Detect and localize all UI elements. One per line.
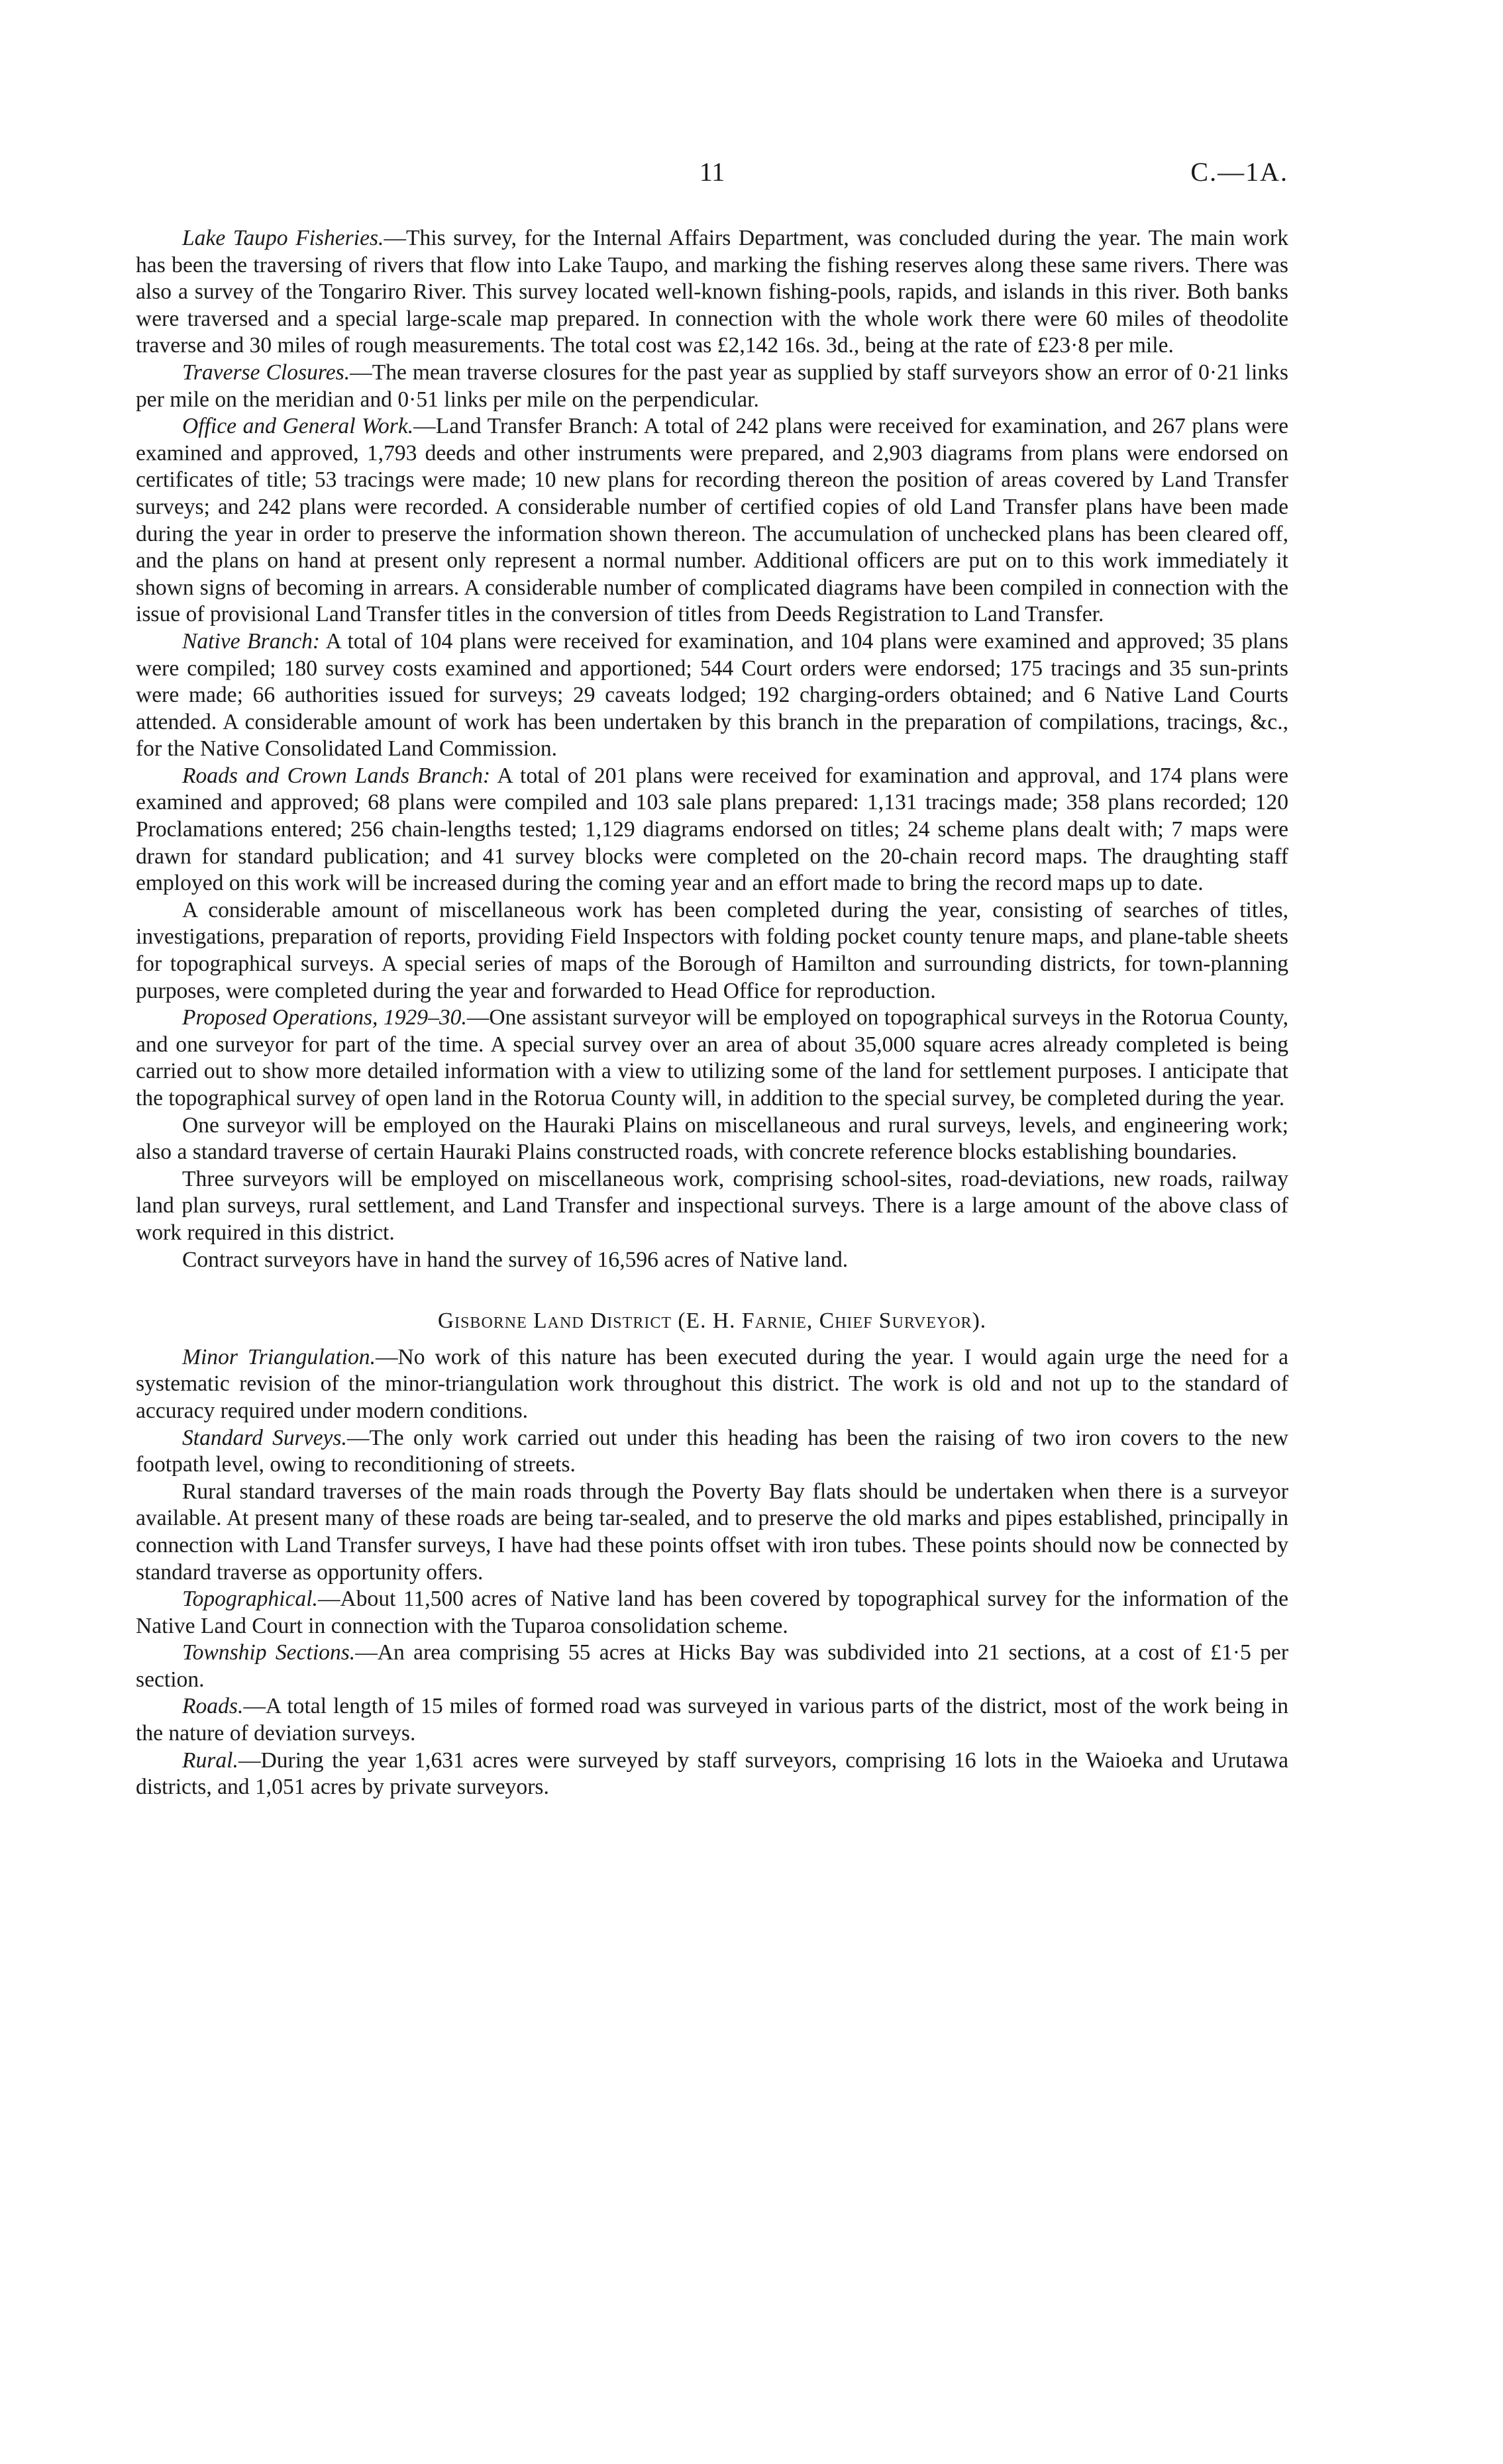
paragraph — [136, 1166, 1288, 1247]
paragraph — [136, 1112, 1288, 1166]
paragraph-text: —An area comprising 55 acres at Hicks Bay was subdivided into 21 sections, at a cost of £1·5 per section. — [136, 1640, 1289, 1692]
paragraph-heading: Minor Triangulation. — [182, 1344, 376, 1369]
paragraph — [136, 1479, 1288, 1586]
paragraph-heading: Township Sections. — [182, 1640, 356, 1665]
paragraph — [136, 1586, 1288, 1640]
page-number: 11 — [699, 157, 725, 187]
paragraph — [136, 1748, 1288, 1801]
body-text-part-2 — [136, 1344, 1288, 1801]
paragraph-text: Rural standard traverses of the main roads through the Poverty Bay flats should be undertaken when there is a surveyor available. At present many of these roads are being tar-sealed, and to preserve the old marks and pipes established, principally in connection with Land Transfer surveys, I have had these points offset with iron tubes. These points should now be connected by standard traverse as opportunity offers. — [136, 1479, 1288, 1585]
paragraph-text: —A total length of 15 miles of formed road was surveyed in various parts of the district, most of the work being in the nature of deviation surveys. — [136, 1694, 1288, 1746]
paragraph — [136, 413, 1288, 628]
paragraph — [136, 628, 1288, 763]
paragraph-heading: Lake Taupo Fisheries. — [182, 226, 384, 250]
paragraph — [136, 763, 1288, 897]
document-code: C.—1A. — [1190, 157, 1288, 187]
paragraph-text: A total of 104 plans were received for examination, and 104 plans were examined and approved; 35 plans were compiled; 180 survey costs examined and apportioned; 544 Court orders were endorsed; 175 tracings and 35 sun-prints were made; 66 authorities issued for surveys; 29 caveats lodged; 192 charging-orders obtained; and 6 Native Land Courts attended. A considerable amount of work has been undertaken by this branch in the preparation of compilations, tracings, &c., for the Native Consolidated Land Commission. — [136, 628, 1288, 762]
paragraph-text: A total of 201 plans were received for examination and approval, and 174 plans were examined and approved; 68 plans were compiled and 103 sale plans prepared: 1,131 tracings made; 358 plans recorded; 120 Proclamations entered; 256 chain-lengths tested; 1,129 diagrams endorsed on titles; 24 scheme plans dealt with; 7 maps were drawn for standard publication; and 41 survey blocks were completed on the 20-chain record maps. The draughting staff employed on this work will be increased during the coming year and an effort made to bring the record maps up to date. — [136, 763, 1288, 896]
paragraph-text: —During the year 1,631 acres were surveyed by staff surveyors, comprising 16 lots in the Waioeka and Urutawa districts, and 1,051 acres by private surveyors. — [136, 1748, 1288, 1800]
section-heading: Gisborne Land District (E. H. Farnie, Chief Surveyor). — [437, 1308, 987, 1334]
paragraph-text: —This survey, for the Internal Affairs Department, was concluded during the year. The main work has been the traversing of rivers that flow into Lake Taupo, and marking the fishing reserves along these same rivers. There was also a survey of the Tongariro River. This survey located well-known fishing-pools, rapids, and islands in this river. Both banks were traversed and a special large-scale map prepared. In connection with the whole work there were 60 miles of theodolite traverse and 30 miles of rough measurements. The total cost was £2,142 16s. 3d., being at the rate of £23·8 per mile. — [136, 226, 1288, 358]
paragraph-text: —Land Transfer Branch: A total of 242 plans were received for examination, and 267 plans were examined and approved, 1,793 deeds and other instruments were prepared, and 2,903 diagrams from plans were endorsed on certificates of title; 53 tracings were made; 10 new plans for recording thereon the position of areas covered by Land Transfer surveys; and 242 plans were recorded. A considerable number of certified copies of old Land Transfer plans have been made during the year in order to preserve the information shown thereon. The accumulation of unchecked plans has been cleared off, and the plans on hand at present only represent a normal number. Additional officers are put on to this work immediately it shown signs of becoming in arrears. A considerable number of complicated diagrams have been compiled in connection with the issue of provisional Land Transfer titles in the conversion of titles from Deeds Registration to Land Transfer. — [136, 414, 1289, 627]
paragraph-text: Contract surveyors have in hand the survey of 16,596 acres of Native land. — [182, 1247, 849, 1272]
paragraph — [136, 1640, 1288, 1693]
paragraph-heading: Roads and Crown Lands Branch: — [182, 763, 491, 788]
paragraph — [136, 1344, 1288, 1425]
document-page — [136, 159, 1288, 1801]
paragraph-text: Three surveyors will be employed on miscellaneous work, comprising school-sites, road-deviations, new roads, railway land plan surveys, rural settlement, and Land Transfer and inspectional surveys. There is a large amount of the above class of work required in this district. — [136, 1166, 1288, 1245]
paragraph-heading: Office and General Work. — [182, 414, 414, 439]
paragraph-heading: Traverse Closures. — [182, 360, 350, 385]
paragraph-text: —One assistant surveyor will be employed on topographical surveys in the Rotorua County, and one surveyor for part of the time. A special survey over an area of about 35,000 square acres already completed is being carried out to show more detailed information with a view to utilizing some of the land for settlement purposes. I anticipate that the topographical survey of open land in the Rotorua County will, in addition to the special survey, be completed during the year. — [136, 1005, 1288, 1110]
paragraph-heading: Roads. — [182, 1694, 244, 1719]
paragraph-heading: Native Branch: — [182, 628, 321, 654]
paragraph-heading: Topographical. — [182, 1587, 318, 1612]
paragraph-text: —The only work carried out under this heading has been the raising of two iron covers to the new footpath level, owing to reconditioning of streets. — [136, 1425, 1288, 1477]
page-header — [136, 159, 1288, 205]
paragraph-heading: Proposed Operations, 1929–30. — [182, 1005, 467, 1030]
paragraph — [136, 897, 1288, 1005]
paragraph-text: —No work of this nature has been executed during the year. I would again urge the need for a systematic revision of the minor-triangulation work throughout this district. The work is old and not up to the standard of accuracy required under modern conditions. — [136, 1344, 1288, 1423]
paragraph — [136, 1005, 1288, 1112]
body-text-part-1 — [136, 225, 1288, 1273]
paragraph-text: A considerable amount of miscellaneous work has been completed during the year, consisting of searches of titles, investigations, preparation of reports, providing Field Inspectors with folding pocket county tenure maps, and plane-table sheets for topographical surveys. A special series of maps of the Borough of Hamilton and surrounding districts, for town-planning purposes, were completed during the year and forwarded to Head Office for reproduction. — [136, 897, 1288, 1003]
paragraph — [136, 225, 1288, 360]
paragraph — [136, 1693, 1288, 1747]
paragraph — [136, 1247, 1288, 1274]
paragraph-text: —The mean traverse closures for the past year as supplied by staff surveyors show an error of 0·21 links per mile on the meridian and 0·51 links per mile on the perpendicular. — [136, 360, 1288, 412]
paragraph-text: —About 11,500 acres of Native land has been covered by topographical survey for the information of the Native Land Court in connection with the Tuparoa consolidation scheme. — [136, 1587, 1288, 1638]
paragraph — [136, 360, 1288, 413]
paragraph — [136, 1425, 1288, 1479]
paragraph-heading: Standard Surveys. — [182, 1425, 347, 1450]
paragraph-text: One surveyor will be employed on the Hauraki Plains on miscellaneous and rural surveys, levels, and engineering work; also a standard traverse of certain Hauraki Plains constructed roads, with concrete reference blocks establishing boundaries. — [136, 1112, 1288, 1165]
paragraph-heading: Rural. — [182, 1748, 238, 1773]
